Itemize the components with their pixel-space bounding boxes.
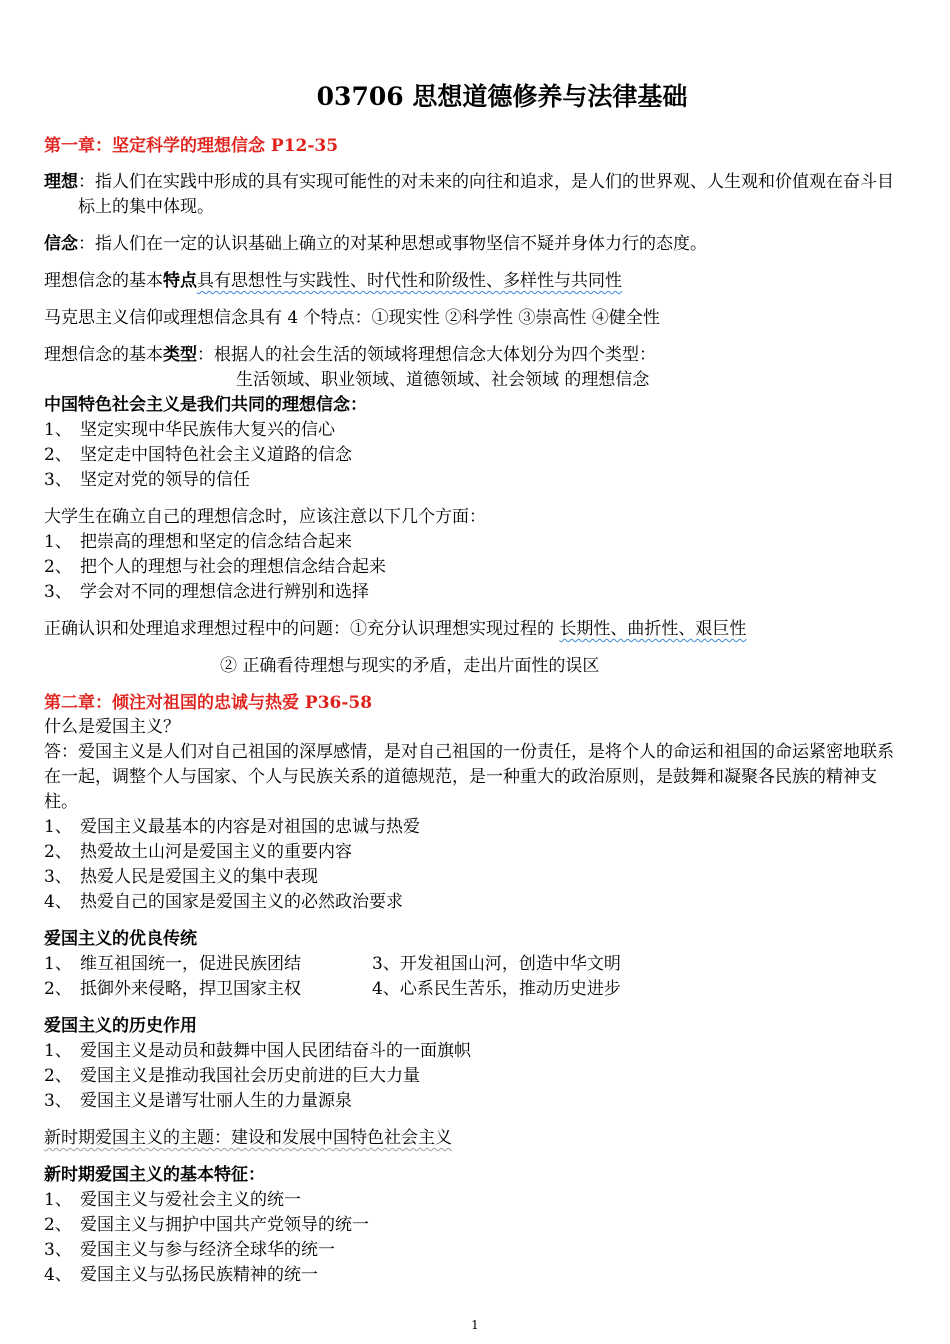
list-num: 3、: [44, 1240, 72, 1260]
ideal-label: 理想: [44, 172, 78, 192]
list-num: 4、: [44, 1265, 72, 1285]
list-text: 学会对不同的理想信念进行辨别和选择: [80, 582, 369, 602]
list-text: 爱国主义与爱社会主义的统一: [80, 1190, 301, 1210]
list-num: 1、: [44, 420, 72, 440]
list-item: [44, 1064, 910, 1089]
cs-heading: 中国特色社会主义是我们共同的理想信念：: [44, 395, 367, 415]
list-item: [44, 865, 910, 890]
list-num: 2、: [44, 1215, 72, 1235]
document-title: 03706 思想道德修养与法律基础: [316, 82, 688, 111]
feature-post: 具有思想性与实践性、时代性和阶级性、多样性与共同性: [197, 271, 622, 291]
list-num: 1、: [44, 1190, 72, 1210]
page-number: 1: [471, 1318, 479, 1332]
list-item: [44, 1039, 910, 1064]
list-text: 维互祖国统一，促进民族团结: [80, 954, 301, 974]
list-text: 热爱故土山河是爱国主义的重要内容: [80, 842, 352, 862]
new-era-feature-heading: 新时期爱国主义的基本特征：: [44, 1165, 265, 1185]
problem-pre: 正确认识和处理追求理想过程中的问题：①充分认识理想实现过程的: [44, 619, 560, 639]
list-item: [44, 1238, 910, 1263]
list-num: 3、: [44, 582, 72, 602]
list-text: 爱国主义最基本的内容是对祖国的忠诚与热爱: [80, 817, 420, 837]
list-text: 3、开发祖国山河，创造中华文明: [372, 954, 621, 974]
new-era-feature-list: [44, 1188, 910, 1288]
theme-text: 新时期爱国主义的主题：建设和发展中国特色社会主义: [44, 1128, 452, 1148]
cs-list: [44, 418, 910, 493]
problem-line-2: ② 正确看待理想与现实的矛盾，走出片面性的误区: [220, 656, 600, 676]
type-line: [44, 343, 910, 368]
document-page: [44, 80, 910, 1288]
list-item: [44, 1188, 910, 1213]
list-text: 把崇高的理想和坚定的信念结合起来: [80, 532, 352, 552]
list-item: [44, 1263, 910, 1288]
tradition-heading: 爱国主义的优良传统: [44, 929, 197, 949]
list-item: [44, 1213, 910, 1238]
patriotism-answer: 答：爱国主义是人们对自己祖国的深厚感情，是对自己祖国的一份责任，是将个人的命运和祖国的命运紧密地联系在一起，调整个人与国家、个人与民族关系的道德规范，是一种重大的政治原则，是鼓舞和凝聚各民族的精神支柱。: [44, 742, 894, 812]
list-text: 热爱人民是爱国主义的集中表现: [80, 867, 318, 887]
list-item: [44, 468, 910, 493]
list-num: 2、: [44, 842, 72, 862]
list-num: 3、: [44, 470, 72, 490]
list-item: [44, 952, 910, 977]
list-text: 爱国主义与弘扬民族精神的统一: [80, 1265, 318, 1285]
list-num: 2、: [44, 445, 72, 465]
list-text: 爱国主义是谱写壮丽人生的力量源泉: [80, 1091, 352, 1111]
ideal-text: ：指人们在实践中形成的具有实现可能性的对未来的向往和追求，是人们的世界观、人生观和价值观在奋斗目标上的集中体现。: [78, 172, 894, 217]
marx-feature-line: 马克思主义信仰或理想信念具有 4 个特点：①现实性 ②科学性 ③崇高性 ④健全性: [44, 308, 660, 328]
feature-pre: 理想信念的基本: [44, 271, 163, 291]
list-item: [44, 1089, 910, 1114]
list-text: 4、心系民生苦乐，推动历史进步: [372, 979, 621, 999]
list-num: 2、: [44, 1066, 72, 1086]
problem-line-1: [44, 617, 910, 642]
problem-wavy: 长期性、曲折性、艰巨性: [559, 619, 747, 639]
list-text: 爱国主义是动员和鼓舞中国人民团结奋斗的一面旗帜: [80, 1041, 471, 1061]
theme-line: [44, 1126, 910, 1151]
list-num: 3、: [44, 867, 72, 887]
role-heading: 爱国主义的历史作用: [44, 1016, 197, 1036]
type-pre: 理想信念的基本: [44, 345, 163, 365]
list-item: [44, 977, 910, 1002]
tradition-list: [44, 952, 910, 1002]
belief-label: 信念: [44, 234, 78, 254]
list-text: 爱国主义与拥护中国共产党领导的统一: [80, 1215, 369, 1235]
feature-bold: 特点: [163, 271, 197, 291]
list-text: 热爱自己的国家是爱国主义的必然政治要求: [80, 892, 403, 912]
list-num: 4、: [44, 892, 72, 912]
list-item: [44, 815, 910, 840]
list-item: [44, 890, 910, 915]
list-text: 坚定实现中华民族伟大复兴的信心: [80, 420, 335, 440]
list-item: [44, 530, 910, 555]
chapter-1-heading: 第一章：坚定科学的理想信念 P12-35: [44, 136, 339, 156]
list-num: 1、: [44, 532, 72, 552]
ideal-definition: [44, 170, 910, 220]
list-num: 2、: [44, 979, 72, 999]
list-item: [44, 555, 910, 580]
student-heading: 大学生在确立自己的理想信念时，应该注意以下几个方面：: [44, 507, 486, 527]
list-num: 1、: [44, 954, 72, 974]
list-text: 抵御外来侵略，捍卫国家主权: [80, 979, 301, 999]
role-list: [44, 1039, 910, 1114]
list-num: 3、: [44, 1091, 72, 1111]
belief-definition: [44, 232, 910, 257]
patriotism-question: 什么是爱国主义？: [44, 717, 180, 737]
list-text: 坚定走中国特色社会主义道路的信念: [80, 445, 352, 465]
list-item: [44, 580, 910, 605]
content-list: [44, 815, 910, 915]
list-item: [44, 443, 910, 468]
belief-text: ：指人们在一定的认识基础上确立的对某种思想或事物坚信不疑并身体力行的态度。: [78, 234, 707, 254]
list-num: 1、: [44, 817, 72, 837]
list-text: 爱国主义是推动我国社会历史前进的巨大力量: [80, 1066, 420, 1086]
type-bold: 类型: [163, 345, 197, 365]
list-text: 把个人的理想与社会的理想信念结合起来: [80, 557, 386, 577]
list-num: 1、: [44, 1041, 72, 1061]
list-item: [44, 418, 910, 443]
list-text: 爱国主义与参与经济全球华的统一: [80, 1240, 335, 1260]
chapter-2-heading: 第二章：倾注对祖国的忠诚与热爱 P36-58: [44, 693, 373, 713]
list-item: [44, 840, 910, 865]
type-line-2: 生活领域、职业领域、道德领域、社会领域 的理想信念: [236, 370, 650, 390]
student-list: [44, 530, 910, 605]
list-num: 2、: [44, 557, 72, 577]
list-text: 坚定对党的领导的信任: [80, 470, 250, 490]
type-post: ：根据人的社会生活的领域将理想信念大体划分为四个类型：: [197, 345, 656, 365]
feature-line: [44, 269, 910, 294]
